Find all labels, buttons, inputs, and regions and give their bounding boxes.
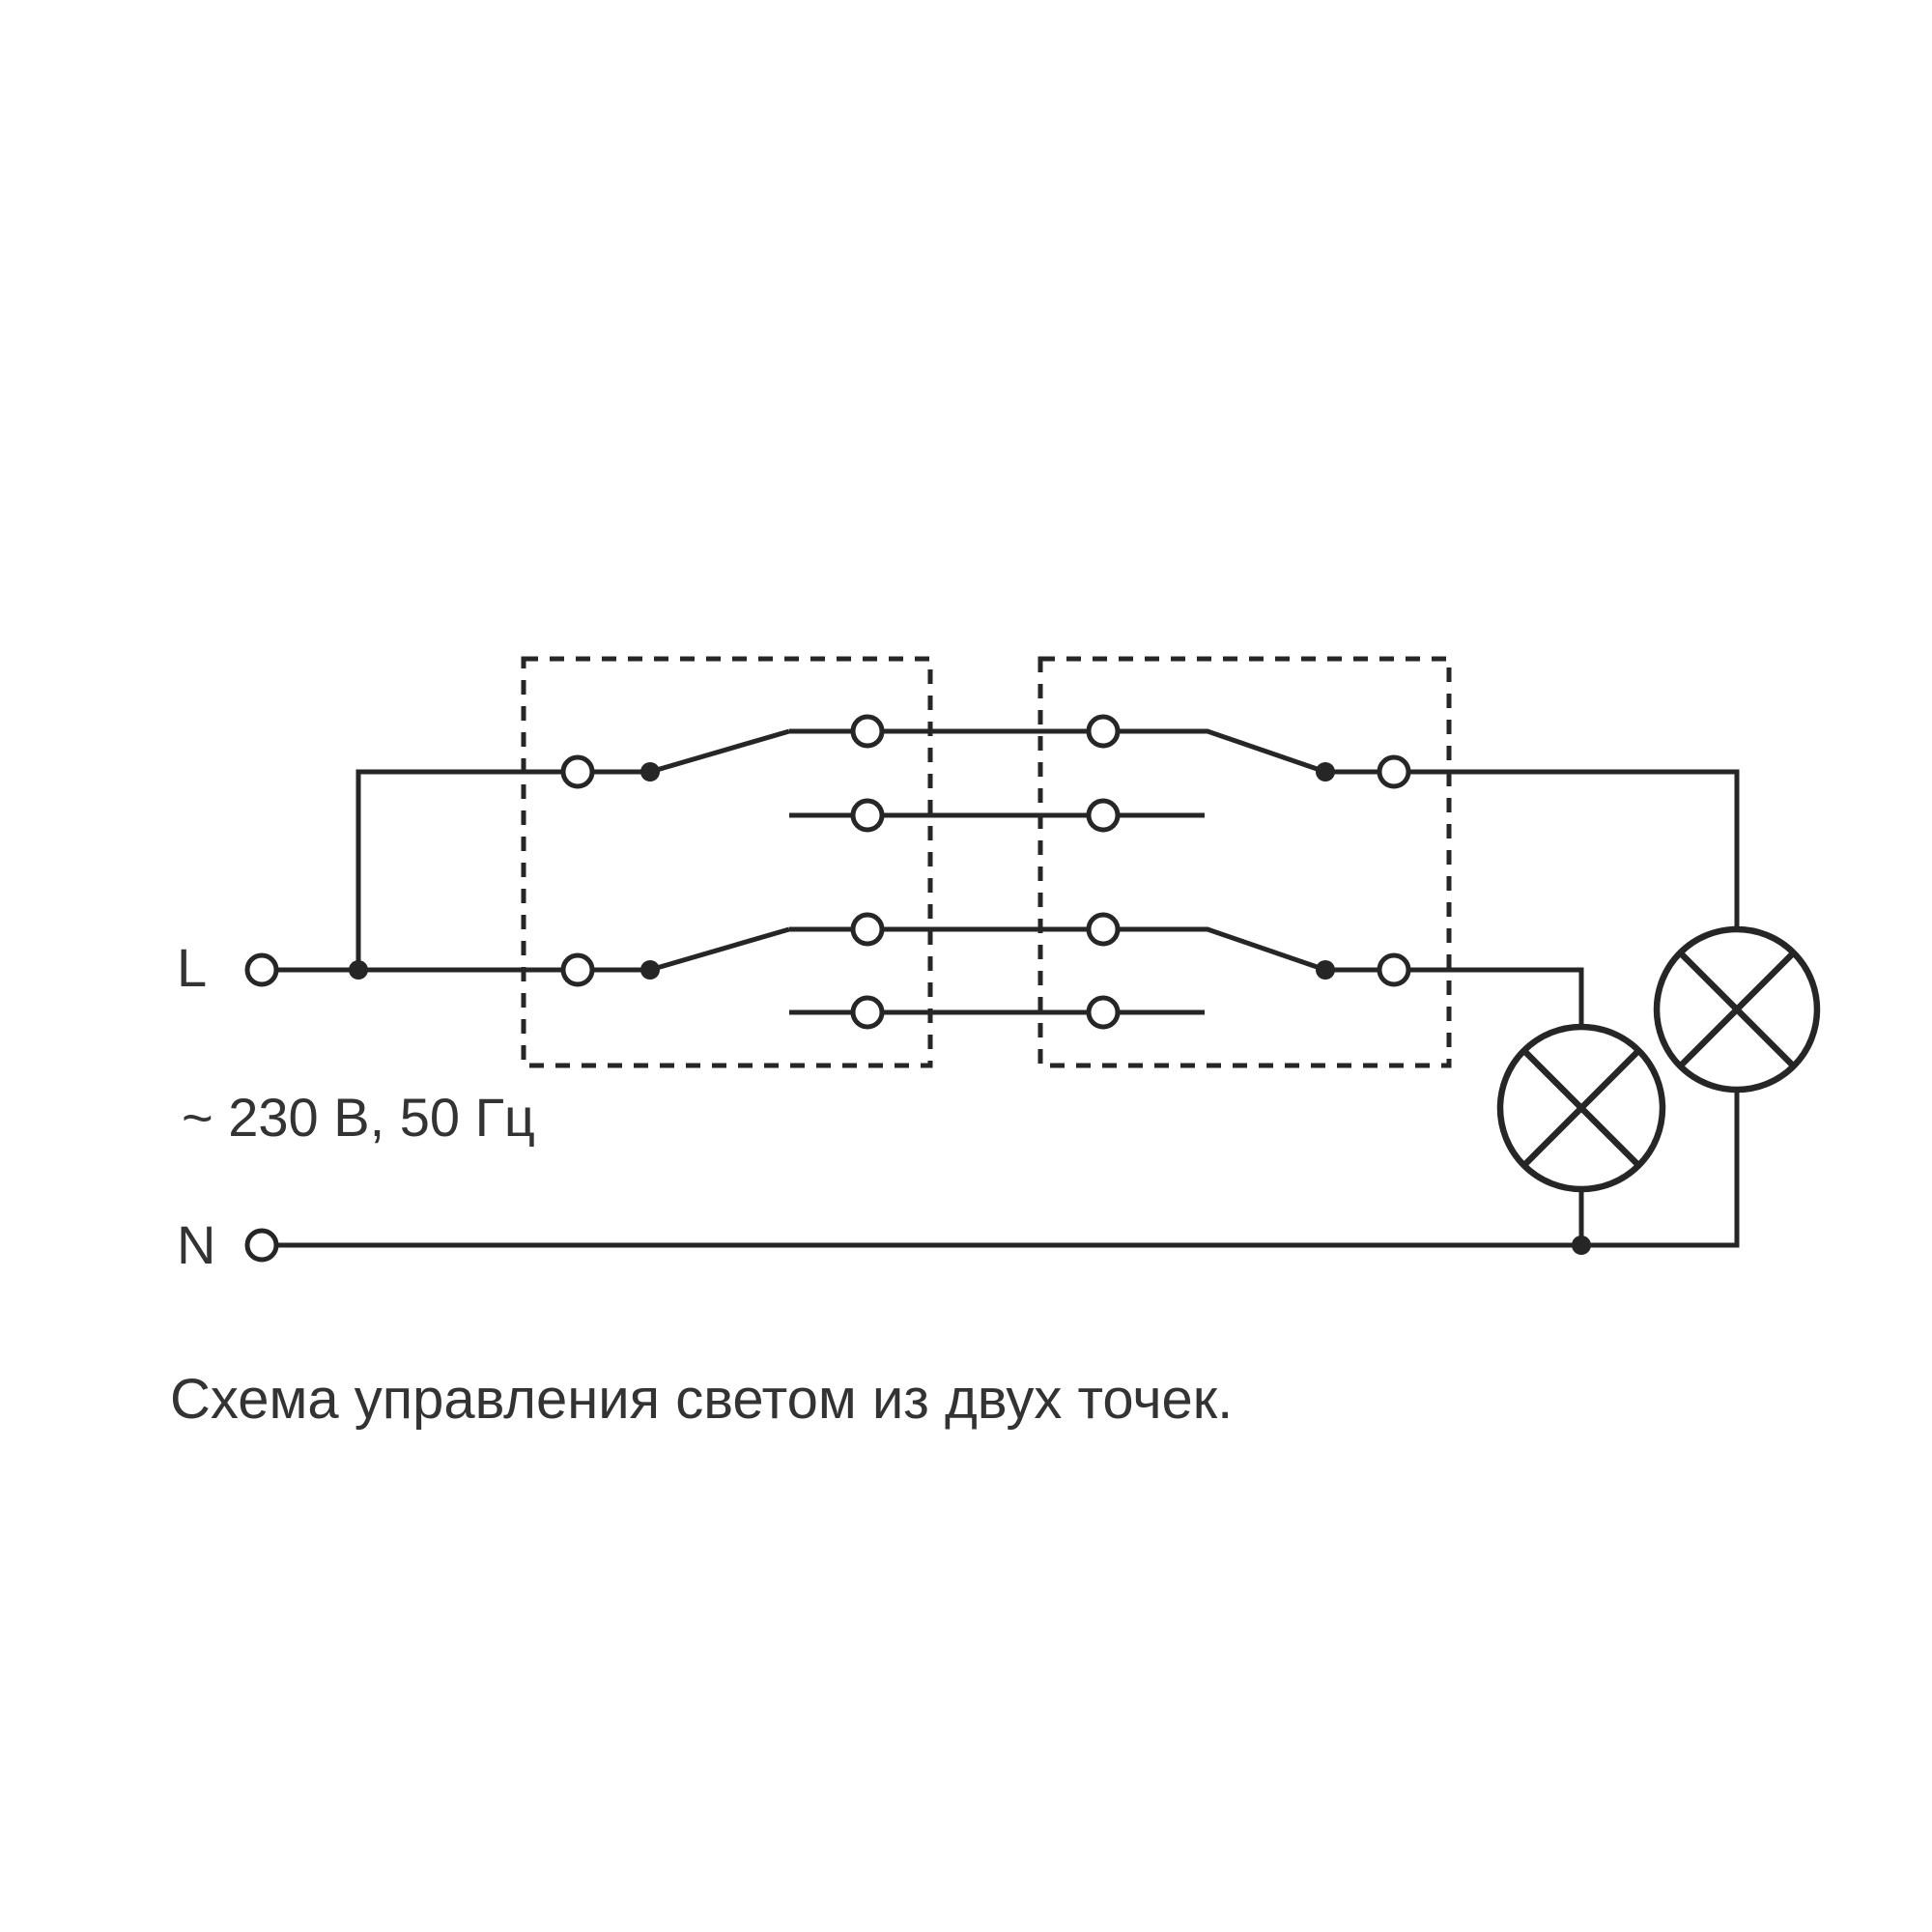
terminal-L [247,955,276,984]
switch1-gang1-contact-down [853,801,882,830]
switch2-gang2-common [1379,955,1408,984]
junction-line-split [349,960,368,980]
switch1-gang1-common [563,757,592,786]
switch2-gang2-contact-up [1089,915,1118,944]
junction-sw2-gang2 [1316,960,1335,980]
switch1-gang2-contact-down [853,998,882,1027]
switch1-gang2-contact-up [853,915,882,944]
switch2-gang1-common [1379,757,1408,786]
junction-sw1-gang1 [640,762,660,781]
switch1-gang2-common [563,955,592,984]
junction-sw2-gang1 [1316,762,1335,781]
junction-sw1-gang2 [640,960,660,980]
terminal-N [247,1231,276,1260]
power-rating-label: ~ 230 В, 50 Гц [182,1087,535,1149]
neutral-terminal-label: N [177,1214,216,1276]
switch2-gang1-contact-down [1089,801,1118,830]
switch1-gang1-contact-up [853,717,882,746]
diagram-caption: Схема управления светом из двух точек. [170,1368,1234,1432]
switch1-gang2-blade [650,929,789,970]
junction-neutral-lamp2 [1572,1236,1591,1255]
switch2-gang1-contact-up [1089,717,1118,746]
switch2-gang2-contact-down [1089,998,1118,1027]
switch1-gang1-blade [650,731,789,772]
line-riser [358,772,650,970]
line-terminal-label: L [177,937,208,999]
